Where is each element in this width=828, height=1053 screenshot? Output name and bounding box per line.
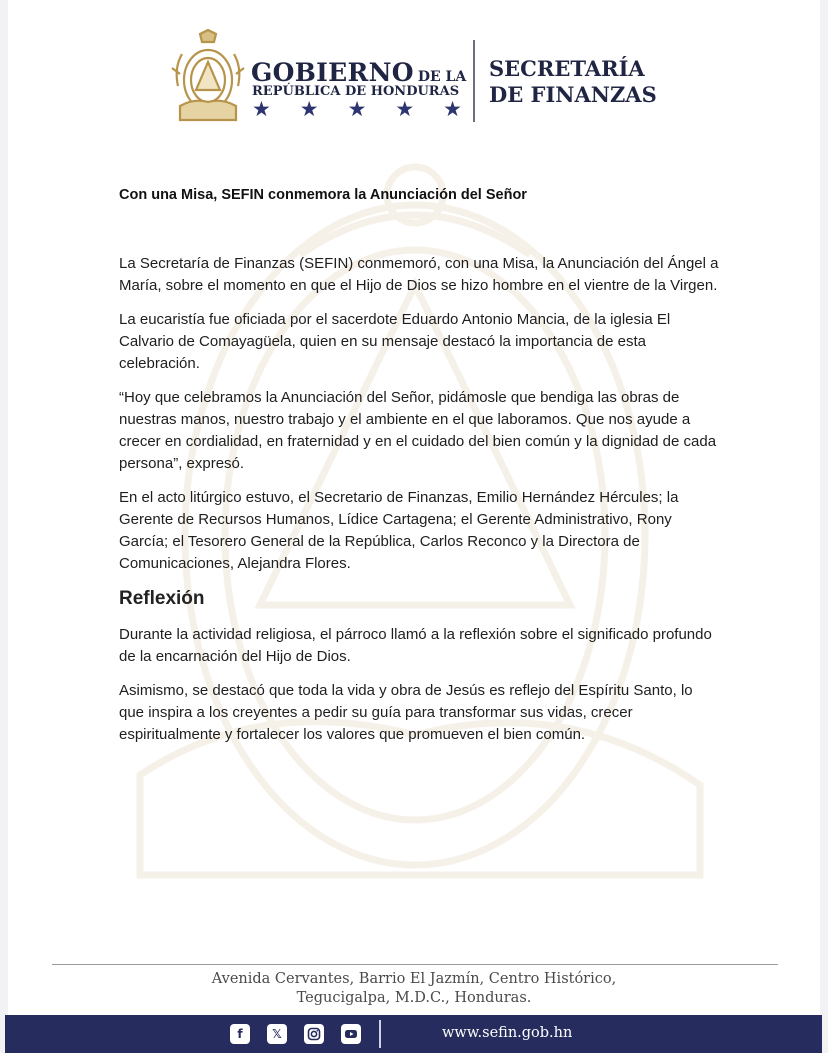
footer-divider — [52, 964, 778, 965]
x-icon[interactable]: 𝕏 — [267, 1024, 287, 1044]
website-link[interactable]: www.sefin.gob.hn — [442, 1025, 573, 1041]
social-links — [230, 1024, 361, 1044]
secretaria-line-1: SECRETARÍA — [489, 56, 645, 81]
article-paragraph: “Hoy que celebramos la Anunciación del Señor, pidámosle que bendiga las obras de nuestras manos, nuestro trabajo y el ambiente en el que laboramos. Que nos ayude a crecer en cordialidad, en fraternidad y en el cuidado del bien común y la dignidad de cada persona”, expresó. — [119, 389, 717, 472]
instagram-glyph — [307, 1027, 321, 1041]
letterhead — [168, 28, 668, 128]
star-icon: ★ — [252, 98, 271, 121]
star-icon: ★ — [299, 98, 319, 121]
address-line-2: Tegucigalpa, M.D.C., Honduras. — [296, 990, 532, 1006]
left-margin — [0, 0, 8, 1053]
article-paragraph: La eucaristía fue oficiada por el sacerdote Eduardo Antonio Mancia, de la iglesia El Calvario de Comayagüela, quien en su mensaje destacó la importancia de esta celebración. — [119, 311, 671, 372]
section-heading: Reflexión — [119, 588, 205, 609]
star-icon: ★ — [443, 98, 462, 121]
star-icon: ★ — [347, 98, 367, 121]
coat-of-arms-logo — [170, 28, 246, 126]
article-title: Con una Misa, SEFIN conmemora la Anunciación del Señor — [119, 187, 527, 203]
government-title-suffix: DE LA — [417, 69, 467, 85]
youtube-icon[interactable] — [341, 1024, 361, 1044]
footer-bar-divider — [379, 1020, 381, 1048]
right-margin — [820, 0, 828, 1053]
youtube-glyph — [344, 1027, 358, 1041]
address-line-1: Avenida Cervantes, Barrio El Jazmín, Centro Histórico, — [211, 971, 617, 987]
footer-bar — [5, 1015, 822, 1053]
article-paragraph: La Secretaría de Finanzas (SEFIN) conmemoró, con una Misa, la Anunciación del Ángel a María, sobre el momento en que el Hijo de Dios se hizo hombre en el vientre de la Virgen. — [119, 255, 719, 294]
article-paragraph: En el acto litúrgico estuvo, el Secretario de Finanzas, Emilio Hernández Hércules; la Gerente de Recursos Humanos, Lídice Cartagena; el Gerente Administrativo, Rony García; el Tesorero General de la República, Carlos Reconco y la Directora de Comunicaciones, Alejandra Flores. — [119, 489, 679, 572]
republic-name: REPÚBLICA DE HONDURAS — [252, 84, 460, 99]
star-icon: ★ — [395, 98, 415, 121]
section-paragraph: Durante la actividad religiosa, el párroco llamó a la reflexión sobre el significado profundo de la encarnación del Hijo de Dios. — [119, 626, 712, 665]
article-body — [119, 253, 719, 758]
government-title: GOBIERNO — [251, 58, 414, 87]
header-divider — [473, 40, 475, 122]
facebook-icon[interactable]: f — [230, 1024, 250, 1044]
section-paragraph: Asimismo, se destacó que toda la vida y obra de Jesús es reflejo del Espíritu Santo, lo que inspira a los creyentes a pedir su guía para transformar sus vidas, crecer espiritualmente y fortalecer los valores que promueven el bien común. — [119, 682, 693, 743]
secretaria-line-2: DE FINANZAS — [489, 82, 657, 107]
government-name — [251, 58, 466, 87]
stars-row — [252, 99, 462, 121]
instagram-icon[interactable] — [304, 1024, 324, 1044]
